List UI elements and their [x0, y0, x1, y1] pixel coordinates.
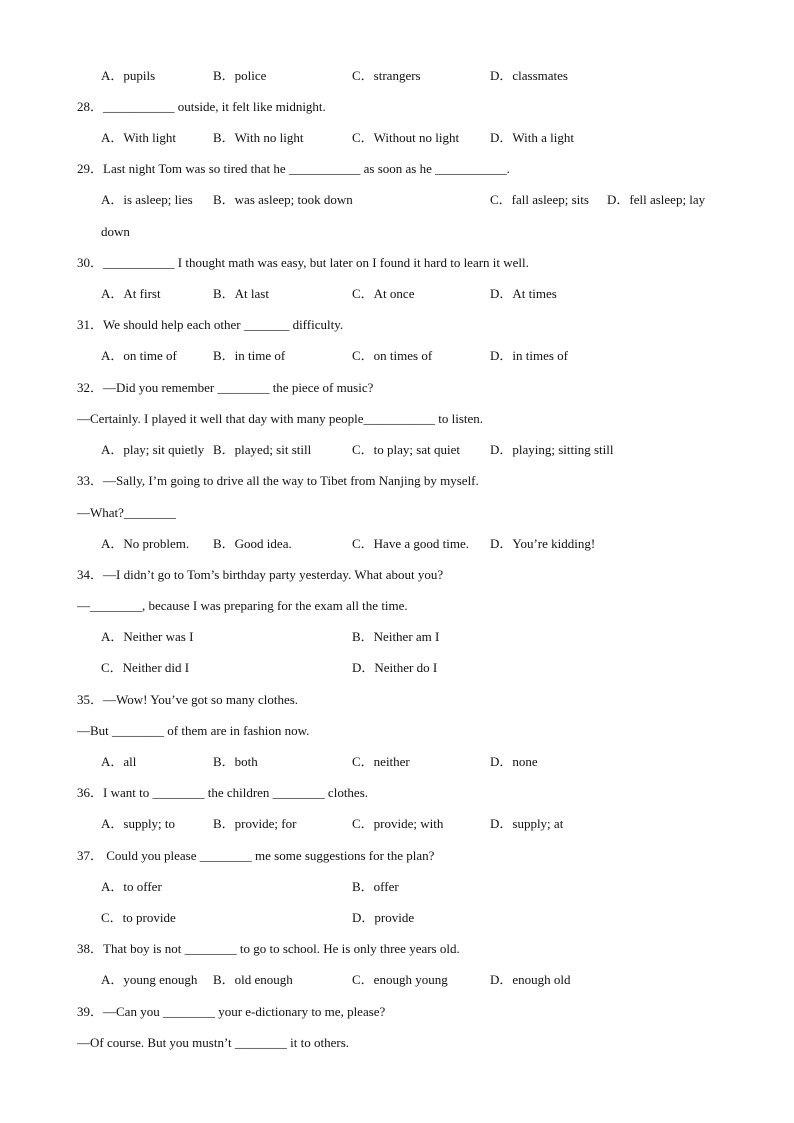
q32-line2: —Certainly. I played it well that day with many people___________ to listen.	[77, 411, 484, 426]
q31-option-c[interactable]: C．on times of	[352, 348, 433, 363]
q36-stem: 36．I want to ________ the children ________ clothes.	[77, 785, 369, 800]
q36-option-b[interactable]: B．provide; for	[213, 816, 297, 831]
q29-option-d[interactable]: D．fell asleep; lay	[607, 192, 706, 207]
q33-option-a[interactable]: A．No problem.	[101, 536, 190, 551]
q37-option-c[interactable]: C．to provide	[101, 910, 176, 925]
q32-option-a[interactable]: A．play; sit quietly	[101, 442, 205, 457]
q27-option-a[interactable]: A．pupils	[101, 68, 156, 83]
q33-option-d[interactable]: D．You’re kidding!	[490, 536, 596, 551]
q33-option-c[interactable]: C．Have a good time.	[352, 536, 469, 551]
q27-option-d[interactable]: D．classmates	[490, 68, 568, 83]
q28-option-d[interactable]: D．With a light	[490, 130, 574, 145]
q31-option-a[interactable]: A．on time of	[101, 348, 177, 363]
q35-stem: 35．—Wow! You’ve got so many clothes.	[77, 692, 299, 707]
q35-option-a[interactable]: A．all	[101, 754, 137, 769]
q37-stem: 37． Could you please ________ me some suggestions for the plan?	[77, 848, 435, 863]
q39-stem: 39．—Can you ________ your e-dictionary to me, please?	[77, 1004, 386, 1019]
q32-stem: 32．—Did you remember ________ the piece of music?	[77, 380, 374, 395]
q39-line2: —Of course. But you mustn’t ________ it to others.	[77, 1035, 350, 1050]
q34-stem: 34．—I didn’t go to Tom’s birthday party yesterday. What about you?	[77, 567, 444, 582]
q28-option-c[interactable]: C．Without no light	[352, 130, 460, 145]
q32-option-c[interactable]: C．to play; sat quiet	[352, 442, 460, 457]
q34-line2: —________, because I was preparing for the exam all the time.	[77, 598, 408, 613]
q29-option-c[interactable]: C．fall asleep; sits	[490, 192, 589, 207]
q28-stem: 28．___________ outside, it felt like midnight.	[77, 99, 326, 114]
q31-option-d[interactable]: D．in times of	[490, 348, 568, 363]
q29-option-d-wrap: down	[101, 224, 130, 239]
q33-option-b[interactable]: B．Good idea.	[213, 536, 292, 551]
q29-option-b[interactable]: B．was asleep; took down	[213, 192, 353, 207]
q35-option-d[interactable]: D．none	[490, 754, 538, 769]
q38-option-c[interactable]: C．enough young	[352, 972, 448, 987]
q36-option-a[interactable]: A．supply; to	[101, 816, 176, 831]
q31-option-b[interactable]: B．in time of	[213, 348, 286, 363]
q34-option-c[interactable]: C．Neither did I	[101, 660, 190, 675]
q35-option-b[interactable]: B．both	[213, 754, 258, 769]
q38-stem: 38．That boy is not ________ to go to school. He is only three years old.	[77, 941, 460, 956]
q38-option-d[interactable]: D．enough old	[490, 972, 571, 987]
q37-option-d[interactable]: D．provide	[352, 910, 415, 925]
q29-stem: 29．Last night Tom was so tired that he ___________ as soon as he ___________.	[77, 161, 510, 176]
q35-option-c[interactable]: C．neither	[352, 754, 410, 769]
q33-line2: —What?________	[77, 505, 176, 520]
q27-option-b[interactable]: B．police	[213, 68, 267, 83]
q34-option-b[interactable]: B．Neither am I	[352, 629, 440, 644]
q37-option-b[interactable]: B．offer	[352, 879, 399, 894]
q30-stem: 30．___________ I thought math was easy, but later on I found it hard to learn it well.	[77, 255, 529, 270]
q28-option-b[interactable]: B．With no light	[213, 130, 304, 145]
q29-option-a[interactable]: A．is asleep; lies	[101, 192, 193, 207]
q30-option-c[interactable]: C．At once	[352, 286, 415, 301]
q36-option-c[interactable]: C．provide; with	[352, 816, 444, 831]
q36-option-d[interactable]: D．supply; at	[490, 816, 564, 831]
q27-option-c[interactable]: C．strangers	[352, 68, 421, 83]
q33-stem: 33．—Sally, I’m going to drive all the way to Tibet from Nanjing by myself.	[77, 473, 479, 488]
q31-stem: 31．We should help each other _______ difficulty.	[77, 317, 344, 332]
q34-option-a[interactable]: A．Neither was I	[101, 629, 194, 644]
q38-option-b[interactable]: B．old enough	[213, 972, 293, 987]
q30-option-a[interactable]: A．At first	[101, 286, 161, 301]
q37-option-a[interactable]: A．to offer	[101, 879, 162, 894]
q32-option-d[interactable]: D．playing; sitting still	[490, 442, 614, 457]
q30-option-b[interactable]: B．At last	[213, 286, 269, 301]
q30-option-d[interactable]: D．At times	[490, 286, 557, 301]
q38-option-a[interactable]: A．young enough	[101, 972, 198, 987]
q28-option-a[interactable]: A．With light	[101, 130, 176, 145]
q32-option-b[interactable]: B．played; sit still	[213, 442, 312, 457]
q34-option-d[interactable]: D．Neither do I	[352, 660, 438, 675]
q35-line2: —But ________ of them are in fashion now.	[77, 723, 310, 738]
